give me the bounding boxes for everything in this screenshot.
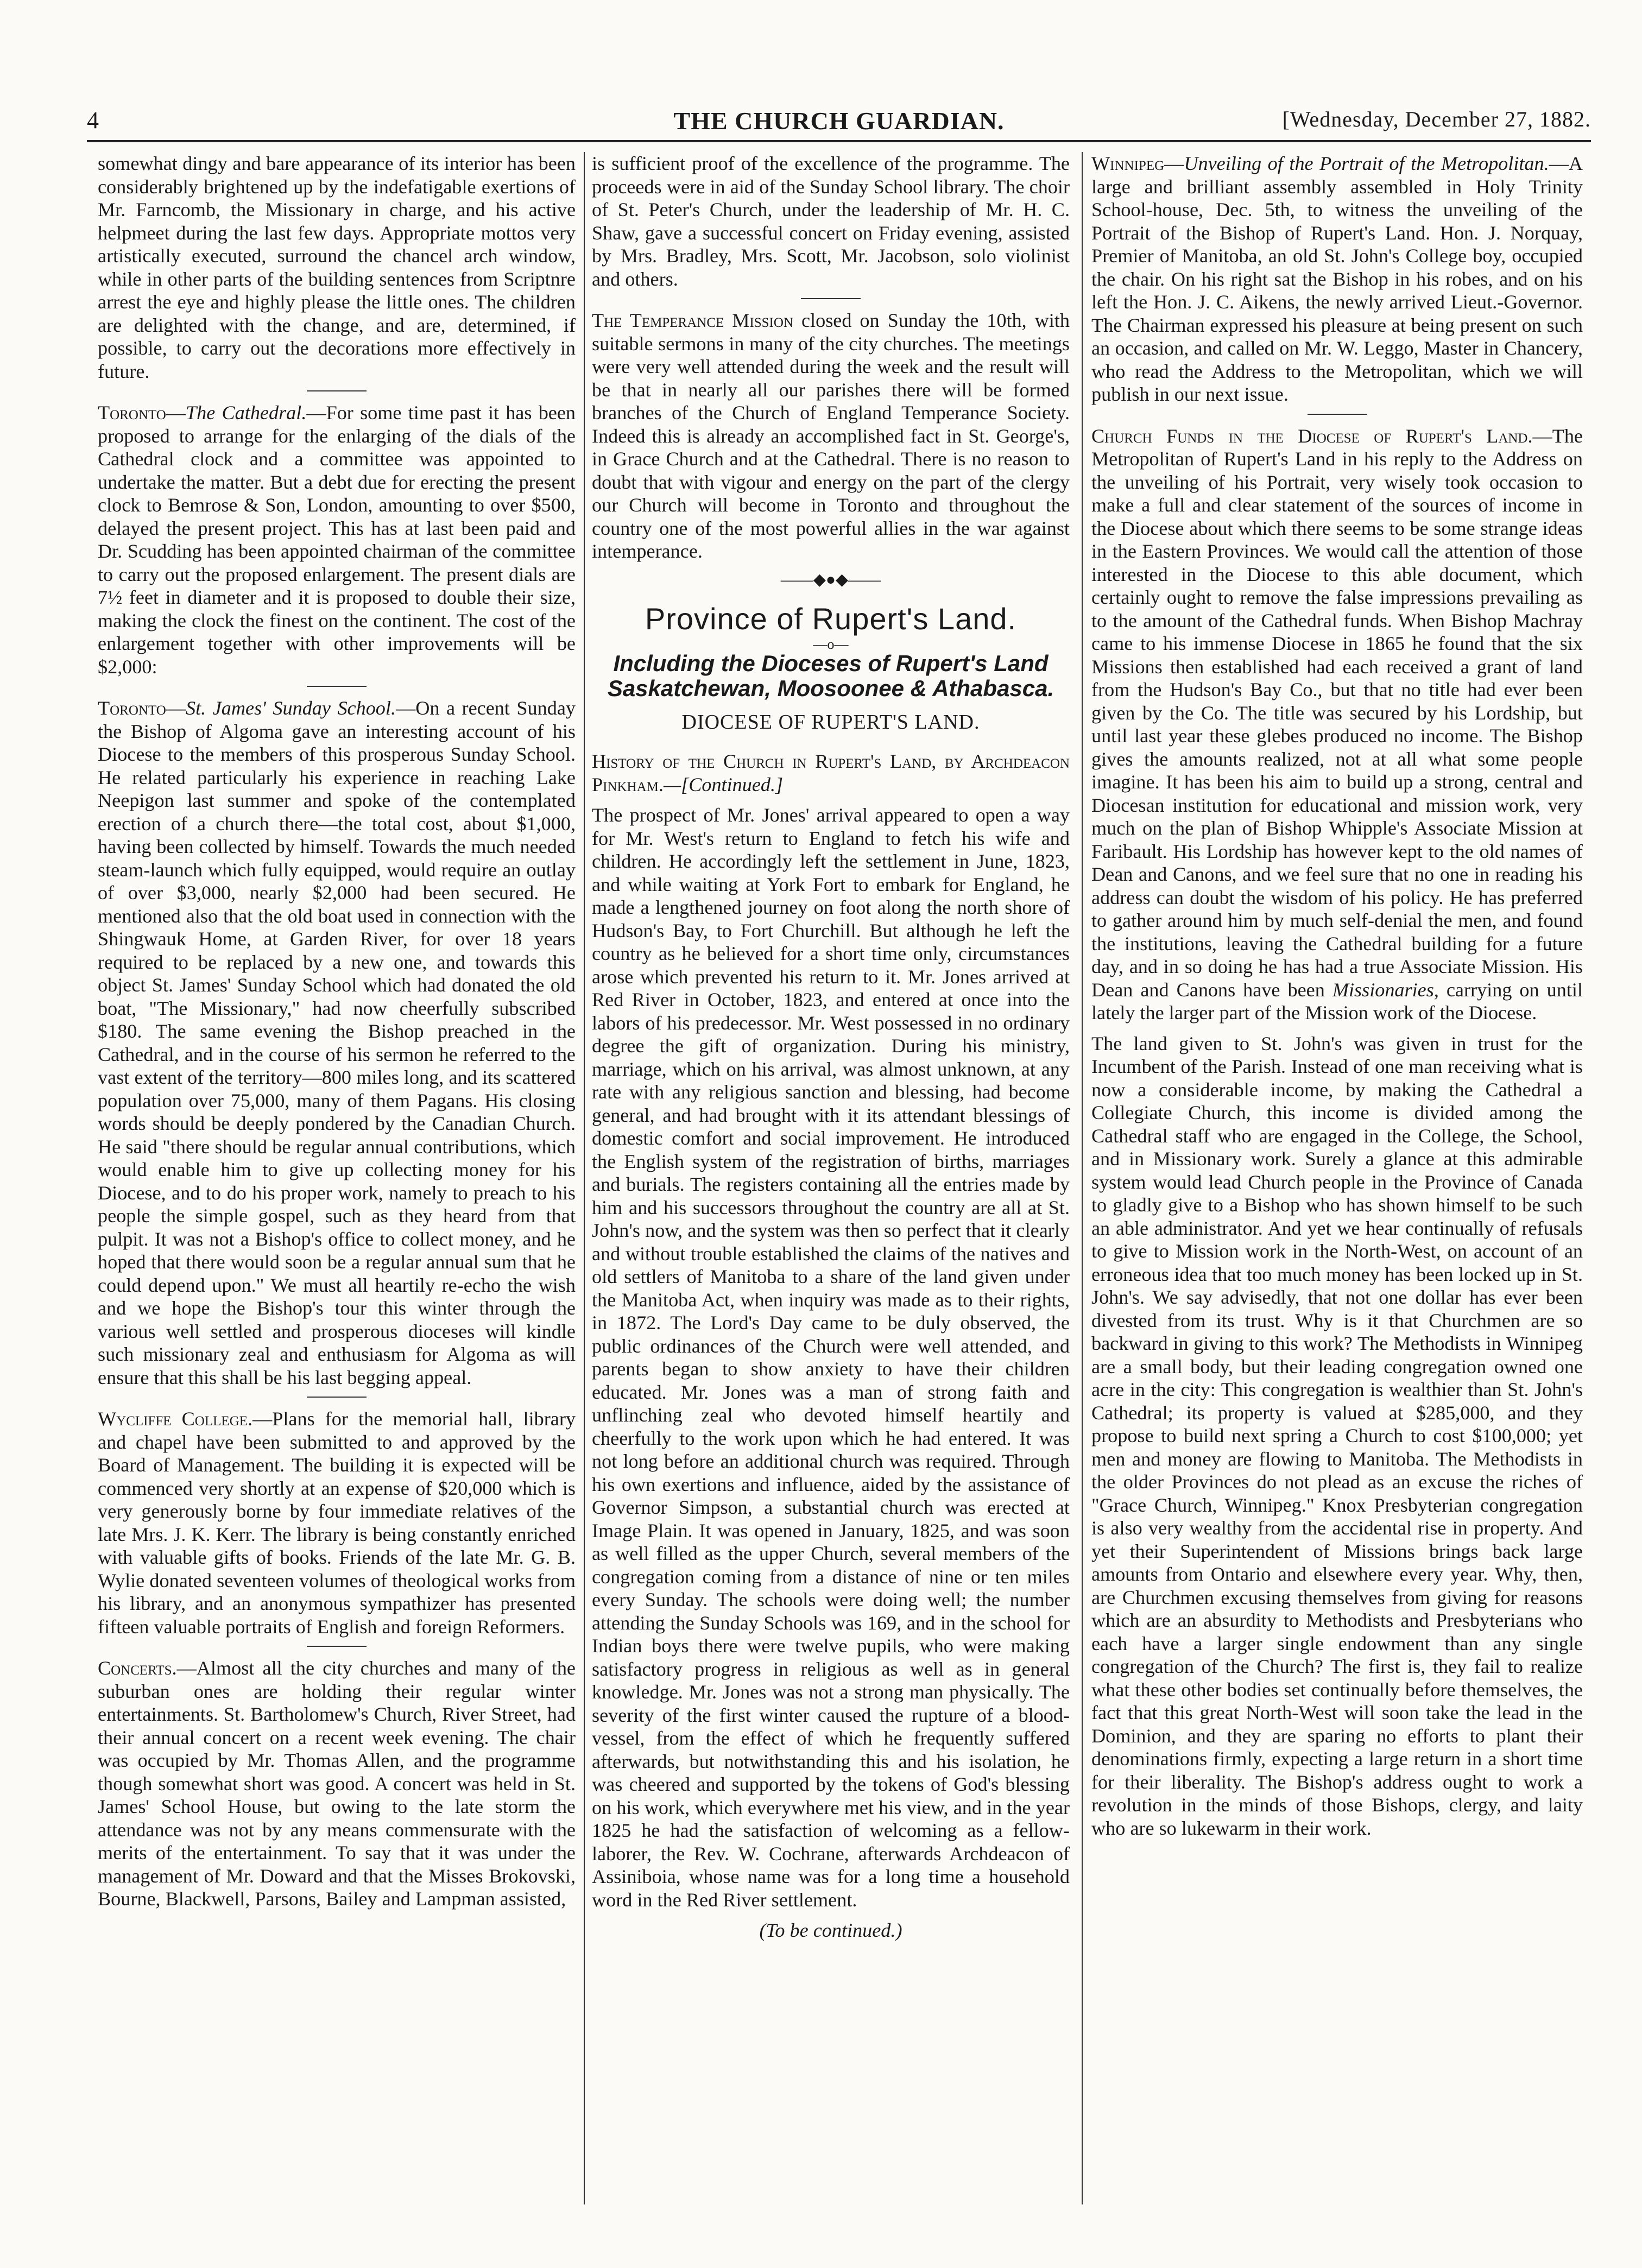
section-title: Province of Rupert's Land.: [645, 601, 1017, 636]
article-cathedral: [98, 401, 576, 678]
divider: [1308, 414, 1367, 415]
article-lead: Concerts.: [98, 1657, 177, 1679]
section-mark: —o—: [813, 636, 849, 652]
dateline: [Wednesday, December 27, 1882.: [1282, 107, 1591, 131]
article-paragraph: is sufficient proof of the excellence of the programme. The proceeds were in aid of the Sunday School library. The choir of St. Peter's Church, under the leadership of Mr. H. C. Shaw, gave a successful concert on Friday evening, assisted by Mrs. Bradley, Mrs. Scott, Mr. Jacobson, solo violinist and others.: [592, 153, 1070, 290]
series-heading: [592, 750, 1070, 796]
article-paragraph: The land given to St. John's was given in trust for the Incumbent of the Parish. Instead of one man receiving what is now a considerable income, by making the Cathedral a Collegiate Church, this income is divided among the Cathedral staff who are engaged in the College, the School, and in Missionary work. Surely a glance at this admirable system would lead Church people in the Province of Canada to gladly give to a Bishop who has shown himself to be such an able administrator. And yet we hear continually of refusals to give to Mission work in the North-West, on account of an erroneous idea that too much money has been locked up in St. John's. We say advisedly, that not one dollar has ever been divested from its trust. Why is it that Churchmen are so backward in giving to this work? The Methodists in Winnipeg are a small body, but their leading congregation owned one acre in the city: This congregation is wealthier than St. John's Cathedral; its property is valued at $285,000, and they propose to build next spring a Church to cost $100,000; yet men and money are flowing to Manitoba. The Methodists in the older Provinces do not plead as an excuse the riches of "Grace Church, Winnipeg." Knox Presbyterian congregation is also very wealthy from the accidental rise in property. And yet their Superintendent of Missions brings back large amounts from Ontario and elsewhere every year. Why, then, are Churchmen excusing themselves from giving for reasons which are an absurdity to Methodists and Presbyterians who each have a larger single endowment than any single congregation of the Church? The first is, they fail to realize what these other bodies set continually before themselves, the fact that this great North-West will soon take the lead in the Dominion, and they are sparing no efforts to plant their denominations firmly, expecting a large return in a short time for their liberality. The Bishop's address ought to work a revolution in the minds of those Bishops, clergy, and laity who are so lukewarm in their work.: [1091, 1032, 1583, 1839]
diocese-heading: DIOCESE OF RUPERT'S LAND.: [681, 710, 980, 734]
article-church-funds: [1091, 425, 1583, 1025]
divider: [307, 390, 367, 391]
article-wycliffe: [98, 1407, 576, 1638]
article-title: Unveiling of the Portrait of the Metropolitan.: [1184, 153, 1549, 174]
article-body: , carrying on until lately the larger part of the Mission work of the Diocese.: [1091, 978, 1583, 1024]
column-rule: [584, 152, 585, 2204]
divider: [307, 686, 367, 687]
series-lead: History of the Church in Rupert's Land, by Archdeacon Pinkham.: [592, 750, 1070, 795]
article-lead: Toronto—: [98, 402, 186, 424]
article-title: The Cathedral.: [186, 402, 307, 424]
article-body: —On a recent Sunday the Bishop of Algoma gave an interesting account of his Diocese to the members of this prosperous Sunday School. He related particularly his experience in reaching Lake Neepigon last summer and spoke of the contemplated erection of a church there—the total cost, about $1,000, having been collected by himself. Towards the much needed steam-launch which fully equipped, would require an outlay of over $3,000, nearly $2,000 had been secured. He mentioned also that the old boat used in connection with the Shingwauk Home, at Garden River, for over 18 years required to be replaced by a new one, and towards this object St. James' Sunday School which had donated the old boat, "The Missionary," had now cheerfully subscribed $180. The same evening the Bishop preached in the Cathedral, and in the course of his sermon he referred to the vast extent of the territory—800 miles long, and its scattered population over 75,000, many of them Pagans. His closing words should be deeply pondered by the Canadian Church. He said "there should be regular annual contributions, which would enable him to give up collecting money for his Diocese, and to do his proper work, namely to preach to his people the simple gospel, such as they heard from that pulpit. It was not a Bishop's office to collect money, and he hoped that there would soon be a regular annual sum that he could depend upon." We must all heartily re-echo the wish and we hope the Bishop's tour this winter through the various well settled and prosperous dioceses will kindle such missionary zeal and enthusiasm for Algoma as will ensure that this shall be his last begging appeal.: [98, 697, 576, 1388]
article-body: —For some time past it has been proposed to arrange for the enlarging of the dials of the Cathedral clock and a committee was appointed to undertake the matter. But a debt due for erecting the present clock to Bemrose & Son, London, amounting to over $500, delayed the present project. This has at last been paid and Dr. Scudding has been appointed chairman of the committee to carry out the proposed enlargement. The present dials are 7½ feet in diameter and it is proposed to double their size, making the clock the finest on the continent. The cost of the enlargement together with other improvements will be $2,000:: [98, 402, 576, 678]
article-lead: The Temperance Mission: [592, 309, 793, 331]
article-body: closed on Sunday the 10th, with suitable sermons in many of the city churches. The meetings were very well attended during the week and the result will be that in nearly all our parishes there will be formed branches of the Church of England Temperance Society. Indeed this is already an accomplished fact in St. George's, in Grace Church and at the Cathedral. There is no reason to doubt that with vigour and energy on the part of the clergy our Church will become in Toronto and throughout the country one of the most powerful allies in the war against intemperance.: [592, 309, 1070, 562]
divider: [801, 298, 861, 299]
article-title: St. James' Sunday School.: [186, 697, 396, 719]
article-paragraph: somewhat dingy and bare appearance of its interior has been considerably brightened up by the indefatigable exertions of Mr. Farncomb, the Missionary in charge, and his active helpmeet during the last few days. Appropriate mottos very artistically executed, surround the chancel arch window, while in other parts of the building sentences from Scriptnre arrest the eye and highly please the little ones. The children are delighted with the change, and are, determined, if possible, to carry out the decorations more effectively in future.: [98, 153, 576, 382]
article-lead: Winnipeg—: [1091, 153, 1184, 174]
series-continued: —[Continued.]: [663, 773, 784, 795]
article-body: —Almost all the city churches and many of the suburban ones are holding their regular winter entertainments. St. Bartholomew's Church, River Street, had their annual concert on a recent week evening. The chair was occupied by Mr. Thomas Allen, and the programme though somewhat short was good. A concert was held in St. James' School House, but owing to the late storm the attendance was not by any means commensurate with the merits of the entertainment. To say that it was under the management of Mr. Doward and that the Misses Brokovski, Bourne, Blackwell, Parsons, Bailey and Lampman assisted,: [98, 1657, 576, 1910]
article-winnipeg: [1091, 152, 1583, 406]
article-temperance: [592, 309, 1070, 563]
page-header: [87, 106, 1591, 141]
page-number: 4: [87, 107, 99, 134]
ornament-divider: ——◆●◆——: [780, 570, 881, 589]
divider: [307, 1646, 367, 1647]
article-body: —Plans for the memorial hall, library and chapel have been submitted to and approved by the Board of Management. The building it is expected will be commenced very shortly at an expense of $20,000 which is very generously borne by four immediate relatives of the late Mrs. J. K. Kerr. The library is being constantly enriched with valuable gifts of books. Friends of the late Mr. G. B. Wylie donated seventeen volumes of theological works from his library, and an anonymous sympathizer has presented fifteen valuable portraits of English and foreign Reformers.: [98, 1408, 576, 1638]
article-paragraph: The prospect of Mr. Jones' arrival appeared to open a way for Mr. West's return to England to fetch his wife and children. He accordingly left the settlement in June, 1823, and while waiting at York Fort to embark for England, he made a lengthened journey on foot along the north shore of Hudson's Bay, to Fort Churchill. But although he left the country as he believed for a short time only, circumstances arose which prevented his return to it. Mr. Jones arrived at Red River in October, 1823, and entered at once into the labors of his predecessor. Mr. West possessed in no ordinary degree the gift of organization. During his ministry, marriage, which on his arrival, was almost unknown, at any rate with any religious sanction and blessing, had become general, and had brought with it its attendant blessings of domestic comfort and social improvement. He introduced the English system of the registration of births, marriages and burials. The registers containing all the entries made by him and his successors throughout the country are all at St. John's now, and the system was then so perfect that it clearly and without trouble established the claims of the natives and old settlers of Manitoba to a share of the land given under the Manitoba Act, when inquiry was made as to their rights, in 1872. The Lord's Day came to be duly observed, the public ordinances of the Church were well attended, and parents began to show anxiety to have their children educated. Mr. Jones was a man of strong faith and unflinching zeal who devoted himself heartily and cheerfully to the work upon which he had entered. It was not long before an additional church was required. Through his own exertions and influence, aided by the assistance of Governor Simpson, a substantial church was erected at Image Plain. It was opened in January, 1825, and was soon as well filled as the upper Church, several members of the congregation coming from a distance of nine or ten miles every Sunday. The schools were doing well; the number attending the Sunday Schools was 169, and in the school for Indian boys there were twelve pupils, who were making satisfactory progress in religious as well as in general knowledge. Mr. Jones was not a strong man physically. The severity of the first winter caused the rupture of a blood-vessel, from the effect of which he frequently suffered afterwards, but notwithstanding this and his isolation, he was cheered and supported by the tokens of God's blessing on his work, which everywhere met his view, and in the year 1825 he had the satisfaction of welcoming as a fellow-laborer, the Rev. W. Cochrane, afterwards Archdeacon of Assiniboia, whose name was for a long time a household word in the Red River settlement.: [592, 804, 1070, 1911]
article-lead: Church Funds in the Diocese of Rupert's Land.: [1091, 425, 1533, 447]
column-2: [592, 152, 1070, 2210]
article-lead: Wycliffe College.: [98, 1408, 253, 1430]
column-3: [1091, 152, 1583, 2210]
column-rule: [1082, 152, 1083, 2204]
article-sunday-school: [98, 697, 576, 1389]
divider: [307, 1397, 367, 1398]
article-italic: Missionaries: [1332, 978, 1434, 1001]
article-body: —The Metropolitan of Rupert's Land in his reply to the Address on the unveiling of his Portrait, very wisely took occasion to make a full and clear statement of the sources of income in the Diocese about which there seems to be some strange ideas in the Eastern Provinces. We would call the attention of those interested in the Diocese to this able document, which certainly ought to remove the false impressions prevailing as to the amount of the Cathedral funds. When Bishop Machray came to his immense Diocese in 1865 he found that the six Missions then established had each received a grant of land from the Hudson's Bay Co., but that no title had ever been given by the Co. The title was secured by his Lordship, but until last year these glebes produced no income. The Bishop gives the amounts realized, not at all what some people imagine. It has been his aim to build up a strong, central and Diocesan institution for educational and mission work, very much on the plan of Bishop Whipple's Associate Mission at Faribault. His Lordship has however kept to the old names of Dean and Canons, and we feel sure that no one in reading his address can doubt the wisdom of his policy. He has preferred to gather around him by much self-denial the men, and found the institutions, leaving the Cathedral building for a future day, and in so doing he has had a true Associate Mission. His Dean and Canons have been: [1091, 425, 1583, 1001]
article-lead: Toronto—: [98, 697, 186, 719]
article-body: —A large and brilliant assembly assembled in Holy Trinity School-house, Dec. 5th, to witness the unveiling of the Portrait of the Bishop of Rupert's Land. Hon. J. Norquay, Premier of Manitoba, an old St. John's College boy, occupied the chair. On his right sat the Bishop in his robes, and on his left the Hon. J. C. Aikens, the newly arrived Lieut.-Governor. The Chairman expressed his pleasure at being present on such an occasion, and called on Mr. W. Leggo, Master in Chancery, who read the Address to the Metropolitan, which we will publish in our next issue.: [1091, 153, 1583, 405]
masthead: THE CHURCH GUARDIAN.: [673, 107, 1005, 135]
to-be-continued: (To be continued.): [759, 1919, 902, 1941]
section-subtitle: Including the Dioceses of Rupert's Land Saskatchewan, Moosoonee & Athabasca.: [607, 650, 1054, 701]
column-1: [98, 152, 576, 2210]
header-rule: [87, 140, 1591, 142]
article-concerts: [98, 1657, 576, 1911]
